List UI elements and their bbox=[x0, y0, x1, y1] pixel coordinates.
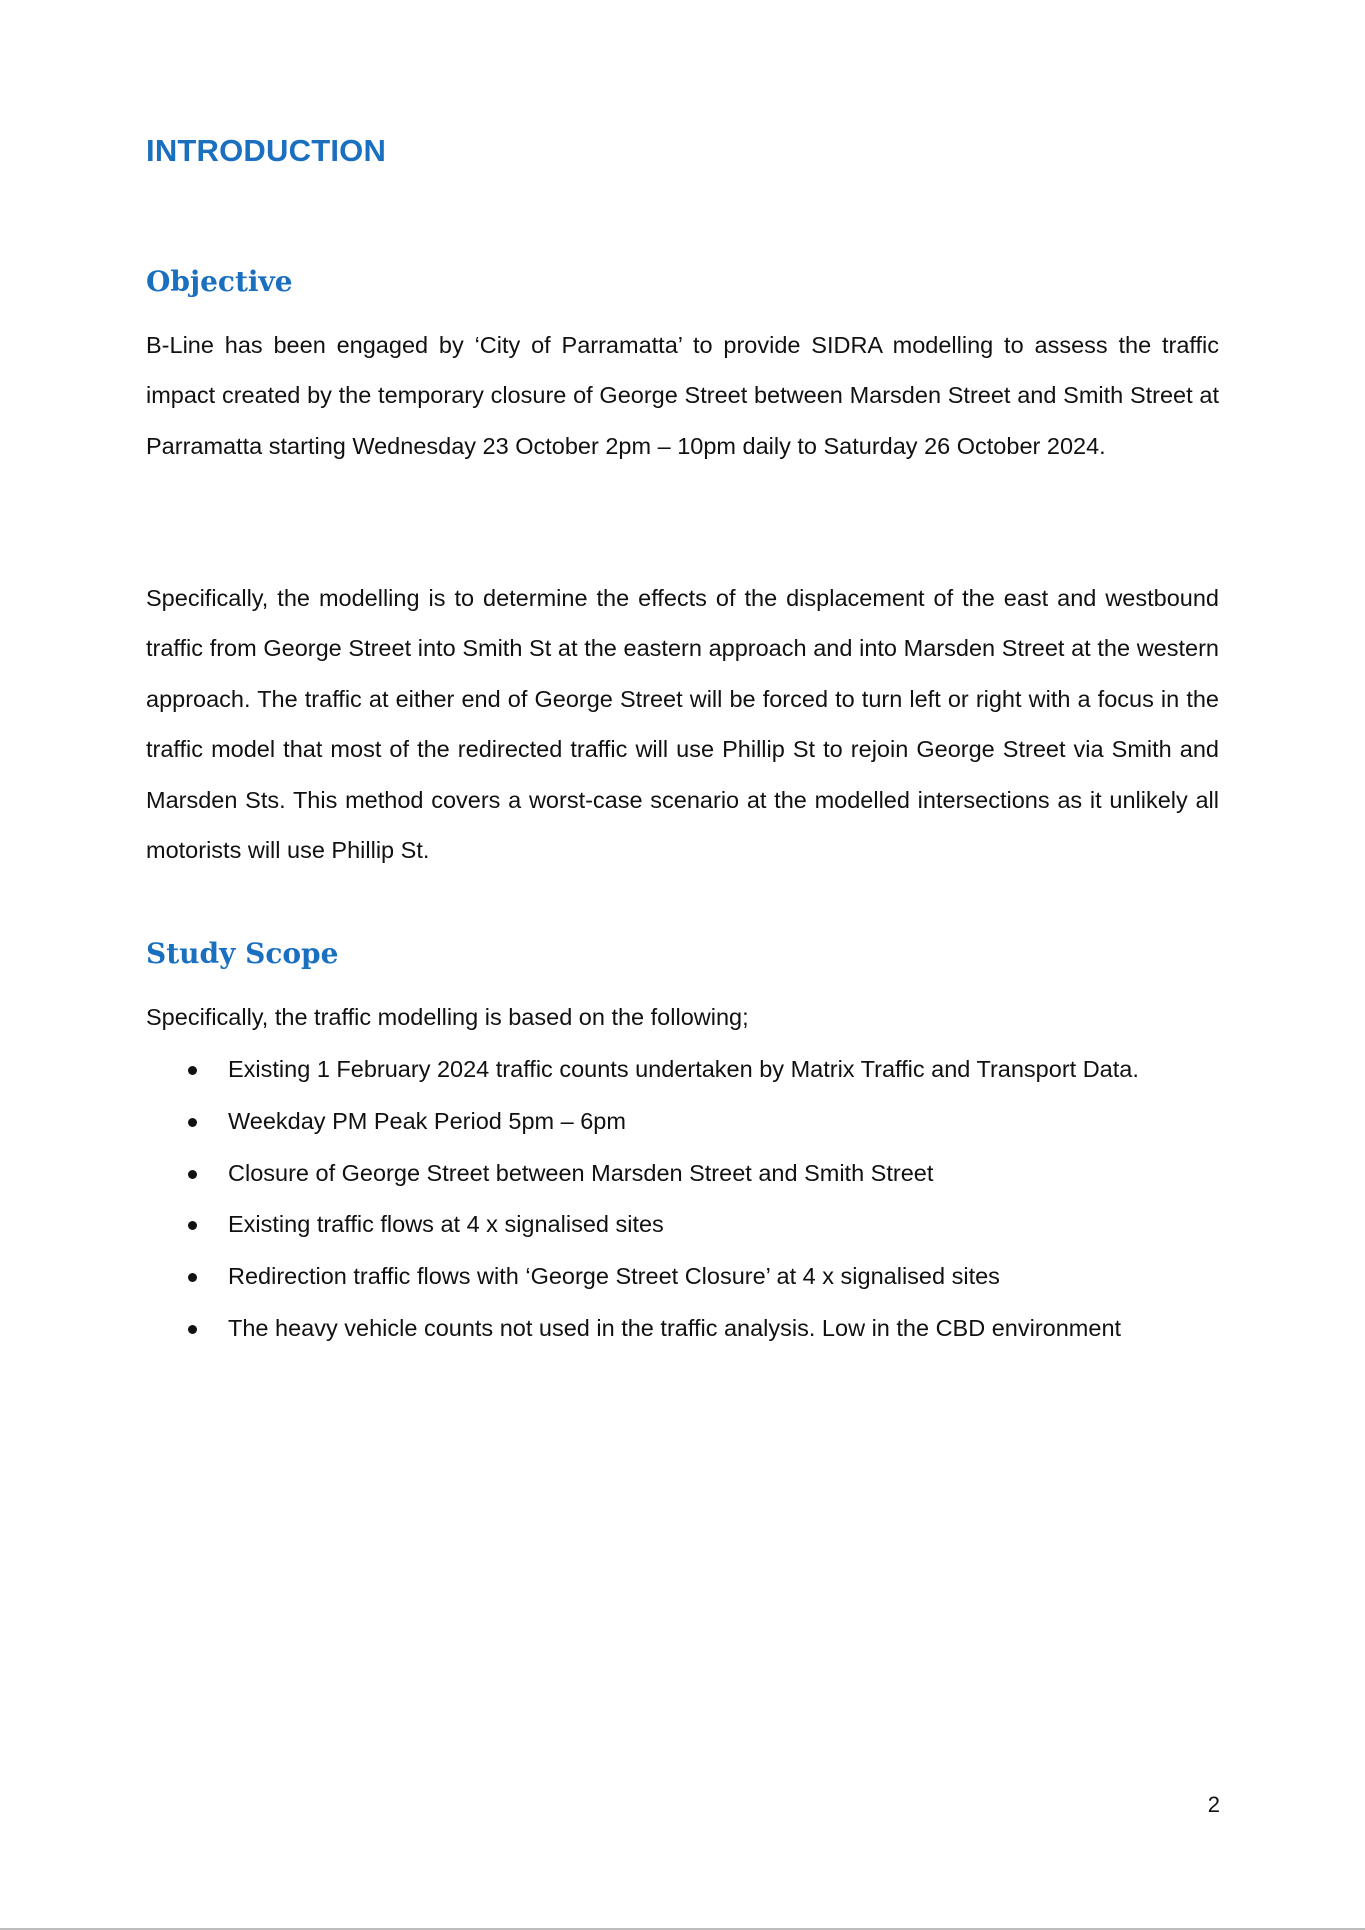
subheading-study-scope: Study Scope bbox=[146, 937, 339, 970]
bullet-icon bbox=[188, 1273, 197, 1282]
subheading-objective: Objective bbox=[146, 265, 293, 298]
study-scope-list bbox=[146, 1044, 1236, 1355]
list-item bbox=[146, 1303, 1236, 1355]
page-number: 2 bbox=[1207, 1792, 1220, 1817]
study-scope-intro: Specifically, the traffic modelling is based on the following; bbox=[146, 1004, 749, 1030]
list-item-text: Existing 1 February 2024 traffic counts undertaken by Matrix Traffic and Transport Data. bbox=[228, 1056, 1139, 1082]
list-item bbox=[146, 1096, 1236, 1148]
list-item-text: Existing traffic flows at 4 x signalised sites bbox=[228, 1211, 664, 1238]
objective-paragraph-2: Specifically, the modelling is to determine the effects of the displacement of the east and westbound traffic from George Street into Smith St at the eastern approach and into Marsden Street at the western approach. The traffic at either end of George Street will be forced to turn left or right with a focus in the traffic model that most of the redirected traffic will use Phillip St to rejoin George Street via Smith and Marsden Sts. This method covers a worst-case scenario at the modelled intersections as it unlikely all motorists will use Phillip St. bbox=[146, 585, 1219, 864]
bullet-icon bbox=[188, 1221, 197, 1230]
section-heading-introduction: INTRODUCTION bbox=[146, 133, 387, 168]
list-item bbox=[146, 1148, 1236, 1200]
bullet-icon bbox=[188, 1325, 197, 1334]
list-item bbox=[146, 1199, 1236, 1251]
objective-paragraph-1: B-Line has been engaged by ‘City of Parramatta’ to provide SIDRA modelling to assess the traffic impact created by the temporary closure of George Street between Marsden Street and Smith Street at Parramatta starting Wednesday 23 October 2pm – 10pm daily to Saturday 26 October 2024. bbox=[146, 332, 1219, 459]
list-item-text: The heavy vehicle counts not used in the traffic analysis. Low in the CBD environment bbox=[228, 1314, 1122, 1341]
bullet-icon bbox=[188, 1170, 197, 1179]
list-item bbox=[146, 1251, 1236, 1303]
list-item bbox=[146, 1044, 1236, 1096]
bullet-icon bbox=[188, 1066, 197, 1075]
list-item-text: Redirection traffic flows with ‘George Street Closure’ at 4 x signalised sites bbox=[228, 1263, 1000, 1290]
list-item-text: Closure of George Street between Marsden Street and Smith Street bbox=[228, 1159, 934, 1186]
bullet-icon bbox=[188, 1118, 197, 1127]
list-item-text: Weekday PM Peak Period 5pm – 6pm bbox=[228, 1107, 626, 1134]
